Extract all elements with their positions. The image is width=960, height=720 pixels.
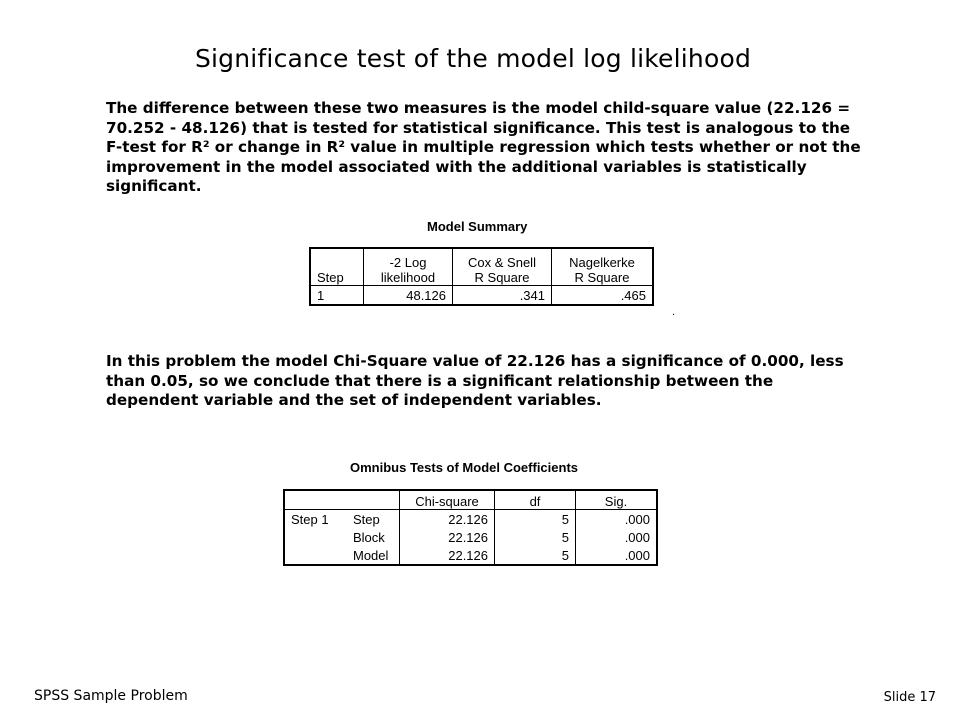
header-sig: Sig. — [576, 490, 658, 510]
row-label: Model — [347, 546, 400, 565]
stray-dot: · — [672, 310, 676, 321]
row-step: 1 — [310, 286, 364, 306]
group-blank — [284, 546, 347, 565]
row-nagelkerke: .465 — [552, 286, 654, 306]
slide-title: Significance test of the model log likelihood — [194, 44, 752, 73]
explanation-paragraph: The difference between these two measures is the model child-square value (22.126 = 70.252 - 48.126) that is tested for statistical significance. This test is analogous to the F-test for R² or change in R² value in multiple regression which tests whether or not the improvement in the model associated with the additional variables is statistically significant. — [106, 99, 861, 195]
footer-title: SPSS Sample Problem — [34, 688, 188, 704]
row-label: Block — [347, 528, 400, 546]
row-chi-square: 22.126 — [400, 546, 495, 565]
omnibus-table — [283, 489, 658, 566]
table-row — [284, 510, 657, 529]
row-label: Step — [347, 510, 400, 529]
row-loglik: 48.126 — [364, 286, 453, 306]
row-df: 5 — [495, 546, 576, 565]
header-loglik: -2 Log likelihood — [364, 248, 453, 286]
omnibus-caption: Omnibus Tests of Model Coefficients — [350, 460, 579, 475]
conclusion-paragraph: In this problem the model Chi-Square value of 22.126 has a significance of 0.000, less than 0.05, so we conclude that there is a significant relationship between the dependent variable and the set of independent variables. — [106, 352, 844, 409]
row-cox-snell: .341 — [453, 286, 552, 306]
row-chi-square: 22.126 — [400, 528, 495, 546]
table-row — [284, 528, 657, 546]
row-df: 5 — [495, 528, 576, 546]
row-chi-square: 22.126 — [400, 510, 495, 529]
row-sig: .000 — [576, 528, 658, 546]
slide-number: Slide 17 — [883, 690, 936, 705]
header-step: Step — [310, 248, 364, 286]
header-blank-1 — [284, 490, 347, 510]
header-nagelkerke: Nagelkerke R Square — [552, 248, 654, 286]
model-summary-caption: Model Summary — [427, 219, 528, 234]
row-df: 5 — [495, 510, 576, 529]
header-blank-2 — [347, 490, 400, 510]
table-row — [284, 546, 657, 565]
group-label: Step 1 — [284, 510, 347, 529]
group-blank — [284, 528, 347, 546]
row-sig: .000 — [576, 510, 658, 529]
table-header-row — [310, 248, 653, 286]
header-chi-square: Chi-square — [400, 490, 495, 510]
table-row — [310, 286, 653, 306]
table-header-row — [284, 490, 657, 510]
header-df: df — [495, 490, 576, 510]
model-summary-table — [309, 247, 654, 306]
row-sig: .000 — [576, 546, 658, 565]
header-cox-snell: Cox & Snell R Square — [453, 248, 552, 286]
